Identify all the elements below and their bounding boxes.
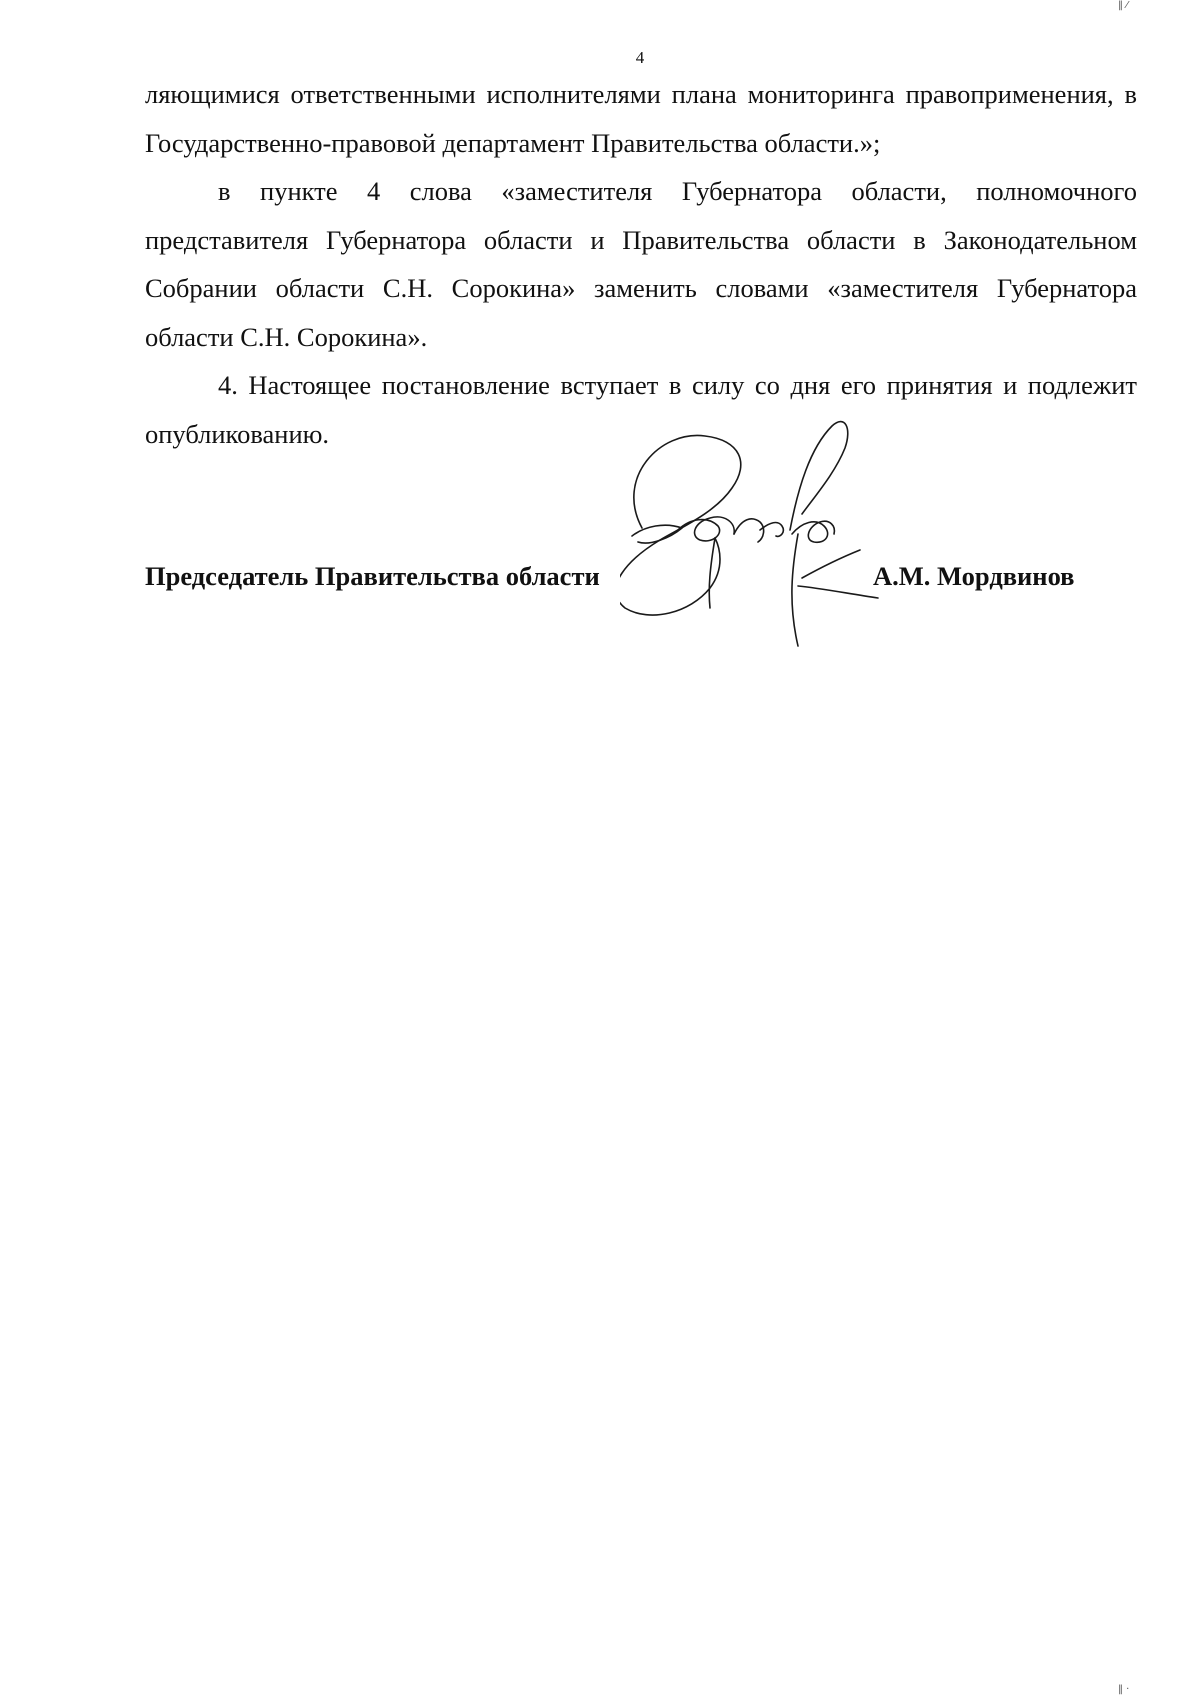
page-number: 4 (635, 48, 645, 67)
scan-mark-bottom: ‖ · (1118, 1684, 1130, 1695)
scan-mark-top: ‖ ⁄ (1118, 0, 1128, 11)
paragraph-continuation: ляющимися ответственными исполнителями плана мониторинга правоприменения, в Государственно-правовой департамент Правительства области.»; (145, 79, 1137, 158)
signer-name: А.М. Мордвинов (873, 561, 1075, 591)
paragraph-effective-date: 4. Настоящее постановление вступает в силу со дня его принятия и подлежит опубликованию. (145, 370, 1137, 449)
paragraph-amendment: в пункте 4 слова «заместителя Губернатора области, полномочного представителя Губернатора области и Правительства области в Законодательном Собрании области С.Н. Сорокина» заменить словами «заместителя Губернатора области С.Н. Сорокина». (145, 176, 1137, 352)
document-body (145, 70, 1137, 458)
signer-position: Председатель Правительства области (145, 561, 600, 591)
handwritten-signature (620, 418, 910, 668)
